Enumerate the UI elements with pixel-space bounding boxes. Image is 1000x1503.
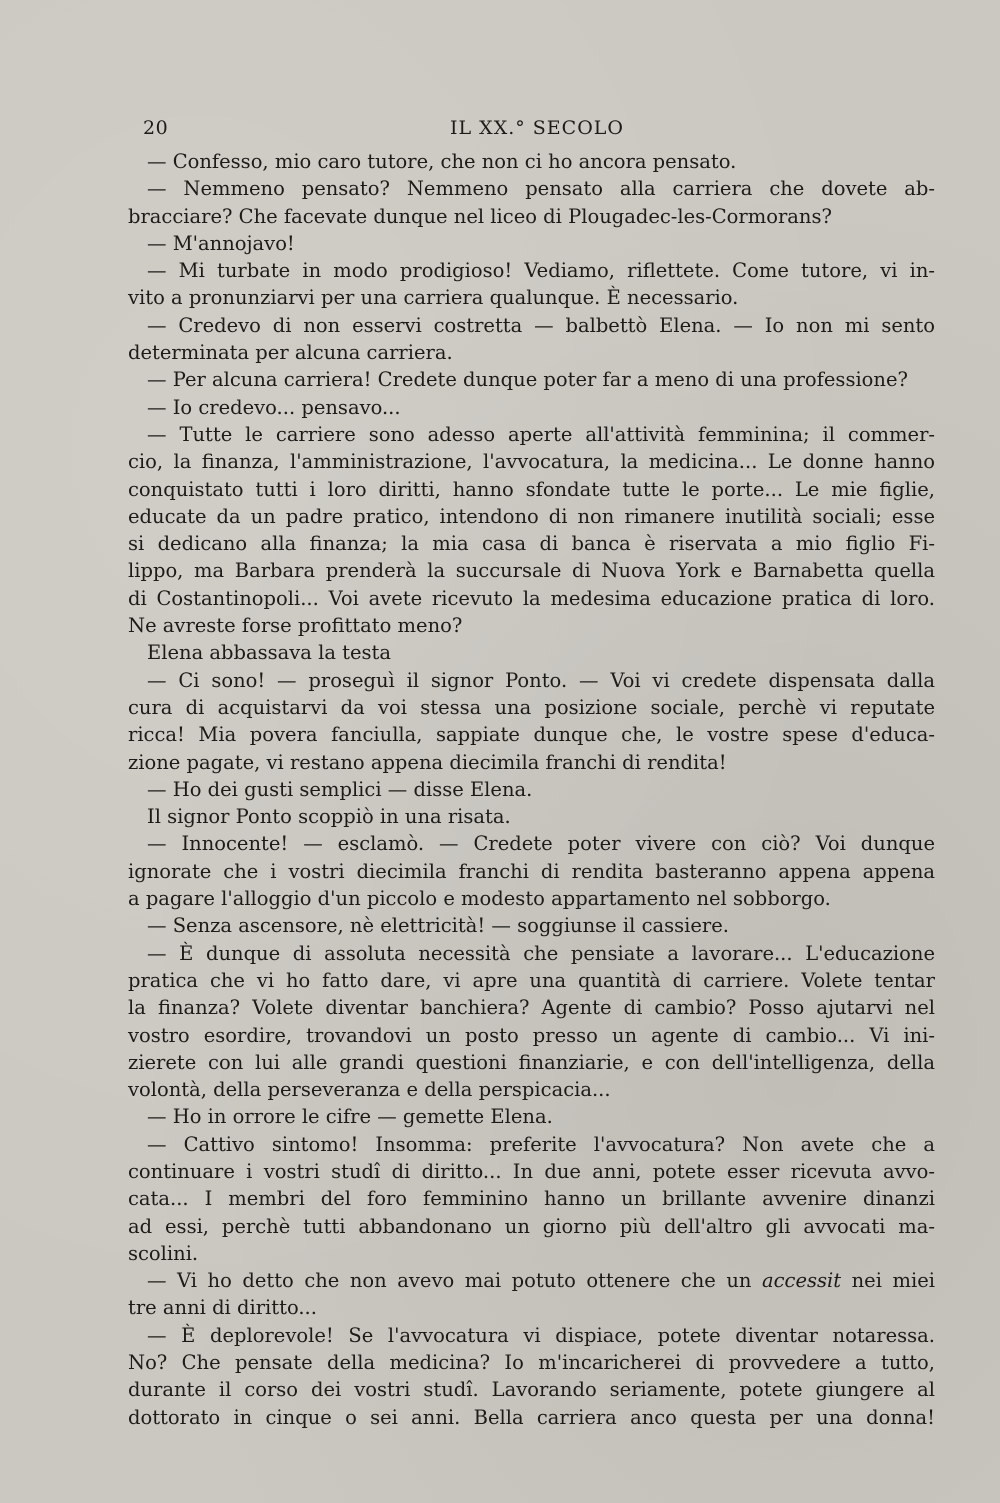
text-line: durante il corso dei vostri studî. Lavorando seriamente, potete giungere al [128, 1378, 935, 1402]
page-header [143, 117, 943, 141]
text-line: dottorato in cinque o sei anni. Bella carriera anco questa per una donna! [128, 1405, 935, 1429]
text-line: zierete con lui alle grandi questioni finanziarie, e con dell'intelligenza, della [128, 1050, 935, 1074]
text-line: Elena abbassava la testa [147, 641, 391, 665]
text-line: vostro esordire, trovandovi un posto presso un agente di cambio... Vi ini- [128, 1023, 935, 1047]
text-line: — M'annojavo! [147, 231, 295, 255]
text-line: — Ci sono! — proseguì il signor Ponto. — Voi vi credete dispensata dalla [147, 668, 935, 692]
text-line: scolini. [128, 1241, 199, 1265]
text-line: — Credevo di non esservi costretta — balbettò Elena. — Io non mi sento [147, 313, 935, 337]
text-line: a pagare l'alloggio d'un piccolo e modesto appartamento nel sobborgo. [128, 887, 831, 911]
text-line: — Per alcuna carriera! Credete dunque poter far a meno di una professione? [147, 368, 908, 392]
text-line: determinata per alcuna carriera. [128, 341, 453, 365]
text-line: cata... I membri del foro femminino hanno un brillante avvenire dinanzi [128, 1187, 935, 1211]
text-line: volontà, della perseveranza e della perspicacia... [128, 1078, 611, 1102]
text-line: — È dunque di assoluta necessità che pensiate a lavorare... L'educazione [147, 941, 935, 965]
text-line: ad essi, perchè tutti abbandonano un giorno più dell'altro gli avvocati ma- [128, 1214, 935, 1238]
text-line: — Ho dei gusti semplici — disse Elena. [147, 777, 533, 801]
page-number: 20 [143, 117, 169, 139]
text-line: conquistato tutti i loro diritti, hanno sfondate tutte le porte... Le mie figlie, [128, 477, 935, 501]
text-line: cura di acquistarvi da voi stessa una posizione sociale, perchè vi reputate [128, 695, 935, 719]
text-line: — Confesso, mio caro tutore, che non ci ho ancora pensato. [147, 150, 737, 173]
text-line: cio, la finanza, l'amministrazione, l'avvocatura, la medicina... Le donne hanno [128, 450, 935, 474]
running-title: IL XX.° SECOLO [450, 117, 624, 139]
text-line: — Cattivo sintomo! Insomma: preferite l'avvocatura? Non avete che a [147, 1132, 935, 1156]
text-line: bracciare? Che facevate dunque nel liceo di Plougadec-les-Cormorans? [128, 204, 832, 228]
text-line: lippo, ma Barbara prenderà la succursale di Nuova York e Barnabetta quella [128, 559, 935, 583]
text-line: — Mi turbate in modo prodigioso! Vediamo, riflettete. Come tutore, vi in- [147, 259, 935, 283]
text-line: — Vi ho detto che non avevo mai potuto ottenere che un accessit nei miei [147, 1269, 935, 1293]
text-line: ricca! Mia povera fanciulla, sappiate dunque che, le vostre spese d'educa- [128, 723, 935, 747]
text-line: di Costantinopoli... Voi avete ricevuto la medesima educazione pratica di loro. [128, 586, 935, 610]
text-line: — Nemmeno pensato? Nemmeno pensato alla carriera che dovete ab- [147, 177, 935, 201]
text-line: — Io credevo... pensavo... [147, 395, 401, 419]
text-line: — Innocente! — esclamò. — Credete poter vivere con ciò? Voi dunque [147, 832, 935, 856]
text-line: — È deplorevole! Se l'avvocatura vi dispiace, potete diventar notaressa. [147, 1323, 935, 1347]
text-line: — Senza ascensore, nè elettricità! — soggiunse il cassiere. [147, 914, 729, 938]
text-line: Ne avreste forse profittato meno? [128, 614, 463, 638]
text-line: zione pagate, vi restano appena diecimila franchi di rendita! [128, 750, 727, 774]
text-line: si dedicano alla finanza; la mia casa di banca è riservata a mio figlio Fi- [128, 532, 935, 556]
body-text [128, 148, 935, 1431]
text-line: pratica che vi ho fatto dare, vi apre una quantità di carriere. Volete tentar [128, 968, 935, 992]
text-line: Il signor Ponto scoppiò in una risata. [147, 805, 511, 829]
text-line: — Ho in orrore le cifre — gemette Elena. [147, 1105, 553, 1129]
text-line: No? Che pensate della medicina? Io m'incaricherei di provvedere a tutto, [128, 1351, 935, 1375]
text-line: vito a pronunziarvi per una carriera qualunque. È necessario. [128, 286, 739, 310]
text-line: ignorate che i vostri diecimila franchi di rendita basteranno appena appena [128, 859, 935, 883]
text-line: la finanza? Volete diventar banchiera? Agente di cambio? Posso ajutarvi nel [128, 996, 935, 1020]
text-line: educate da un padre pratico, intendono di non rimanere inutilità sociali; esse [128, 504, 935, 528]
text-line: — Tutte le carriere sono adesso aperte all'attività femminina; il commer- [147, 422, 935, 446]
text-line: tre anni di diritto... [128, 1296, 317, 1320]
text-line: continuare i vostri studî di diritto... In due anni, potete esser ricevuta avvo- [128, 1159, 935, 1183]
